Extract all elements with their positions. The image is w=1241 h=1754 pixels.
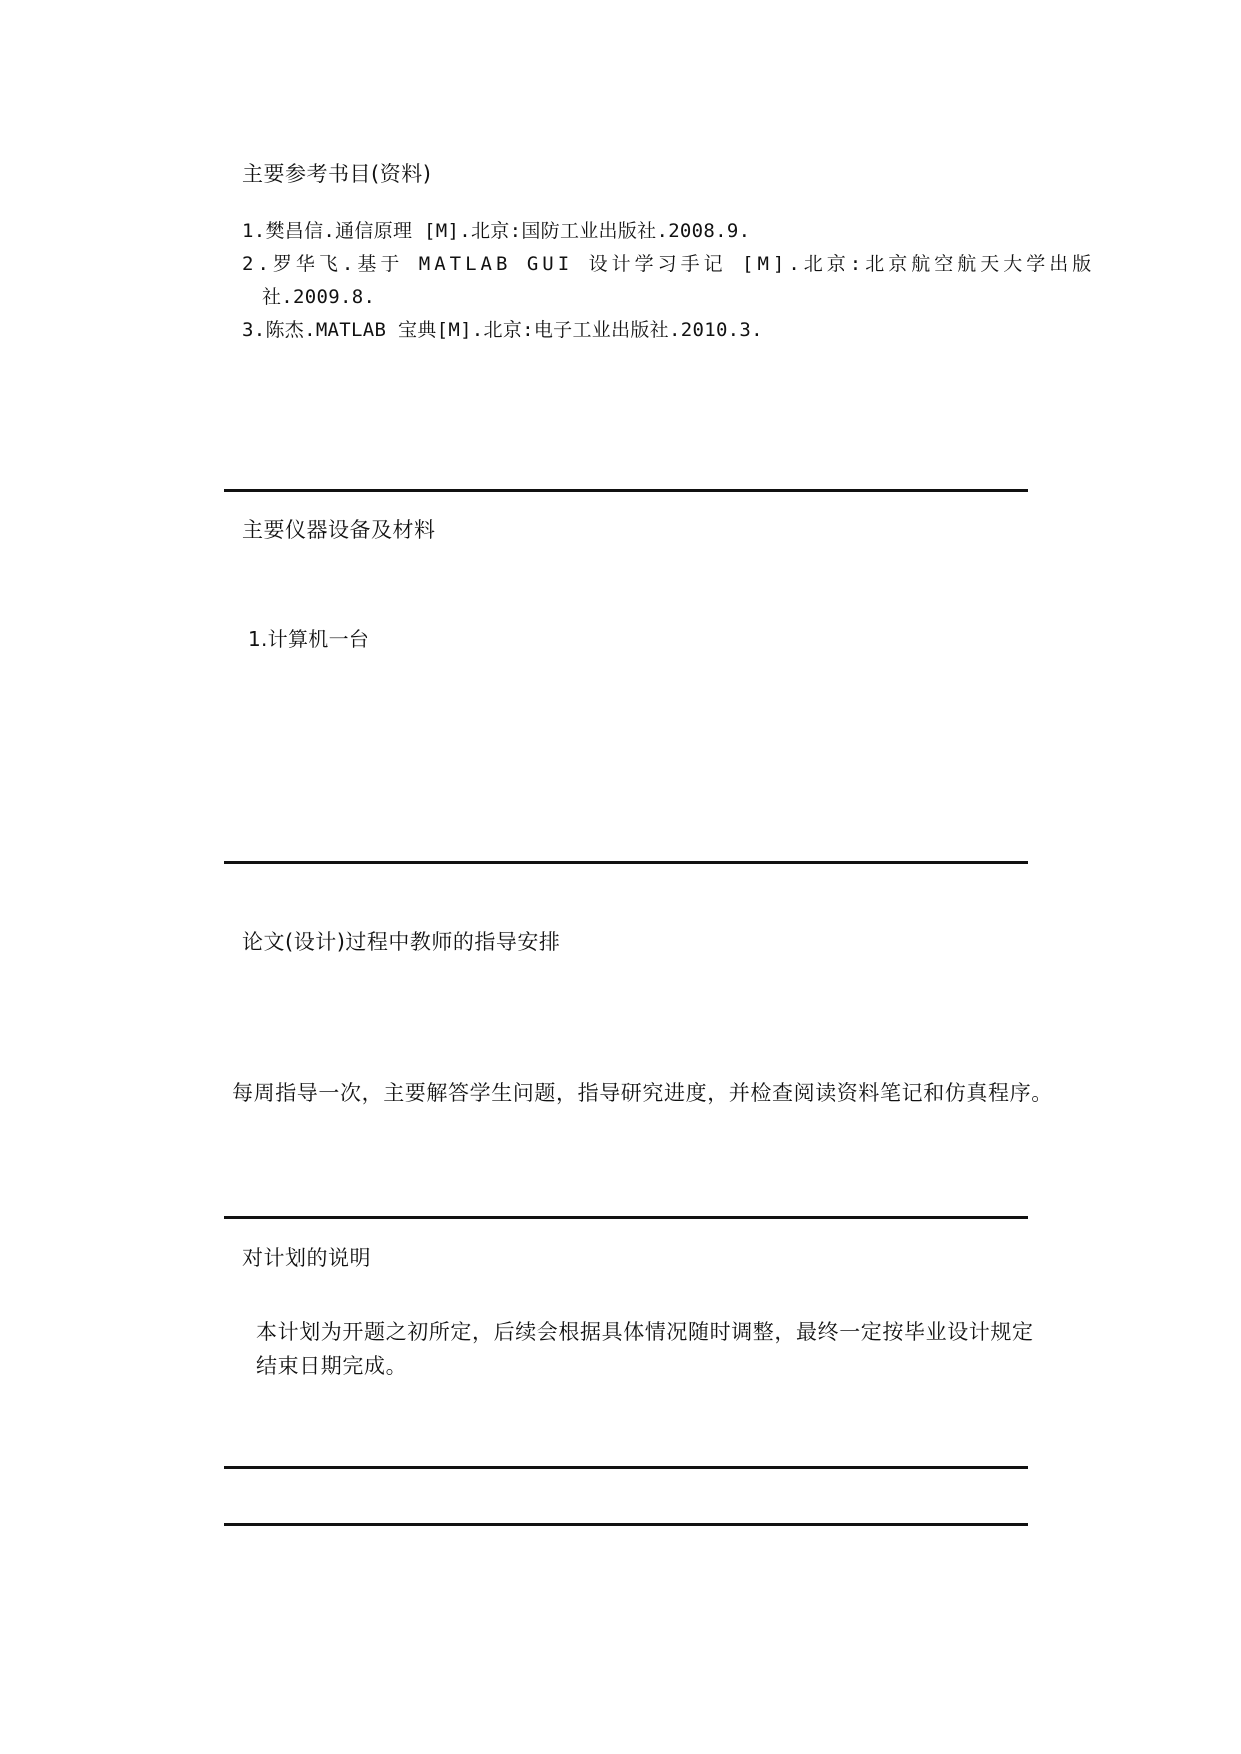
reference-item-2: 2.罗华飞.基于 MATLAB GUI 设计学习手记 [M].北京:北京航空航天大学出版 [242, 253, 1096, 275]
guidance-heading: 论文(设计)过程中教师的指导安排 [242, 930, 561, 954]
reference-item-3: 3.陈杰.MATLAB 宝典[M].北京:电子工业出版社.2010.3. [242, 319, 763, 341]
equipment-heading: 主要仪器设备及材料 [242, 518, 436, 542]
guidance-text: 每周指导一次，主要解答学生问题，指导研究进度，并检查阅读资料笔记和仿真程序。 [232, 1081, 1053, 1105]
reference-item-2-continuation: 社.2009.8. [262, 286, 376, 308]
section-divider-5 [224, 1523, 1028, 1526]
section-divider-3 [224, 1216, 1028, 1219]
plan-note-line-2: 结束日期完成。 [256, 1354, 408, 1378]
plan-note-line-1: 本计划为开题之初所定，后续会根据具体情况随时调整，最终一定按毕业设计规定 [256, 1320, 1034, 1344]
section-divider-1 [224, 489, 1028, 492]
reference-item-1: 1.樊昌信.通信原理 [M].北京:国防工业出版社.2008.9. [242, 220, 751, 242]
section-divider-2 [224, 861, 1028, 864]
references-heading: 主要参考书目(资料) [242, 162, 432, 186]
plan-note-heading: 对计划的说明 [242, 1246, 371, 1270]
section-divider-4 [224, 1466, 1028, 1469]
equipment-item-1: 1.计算机一台 [248, 627, 370, 651]
